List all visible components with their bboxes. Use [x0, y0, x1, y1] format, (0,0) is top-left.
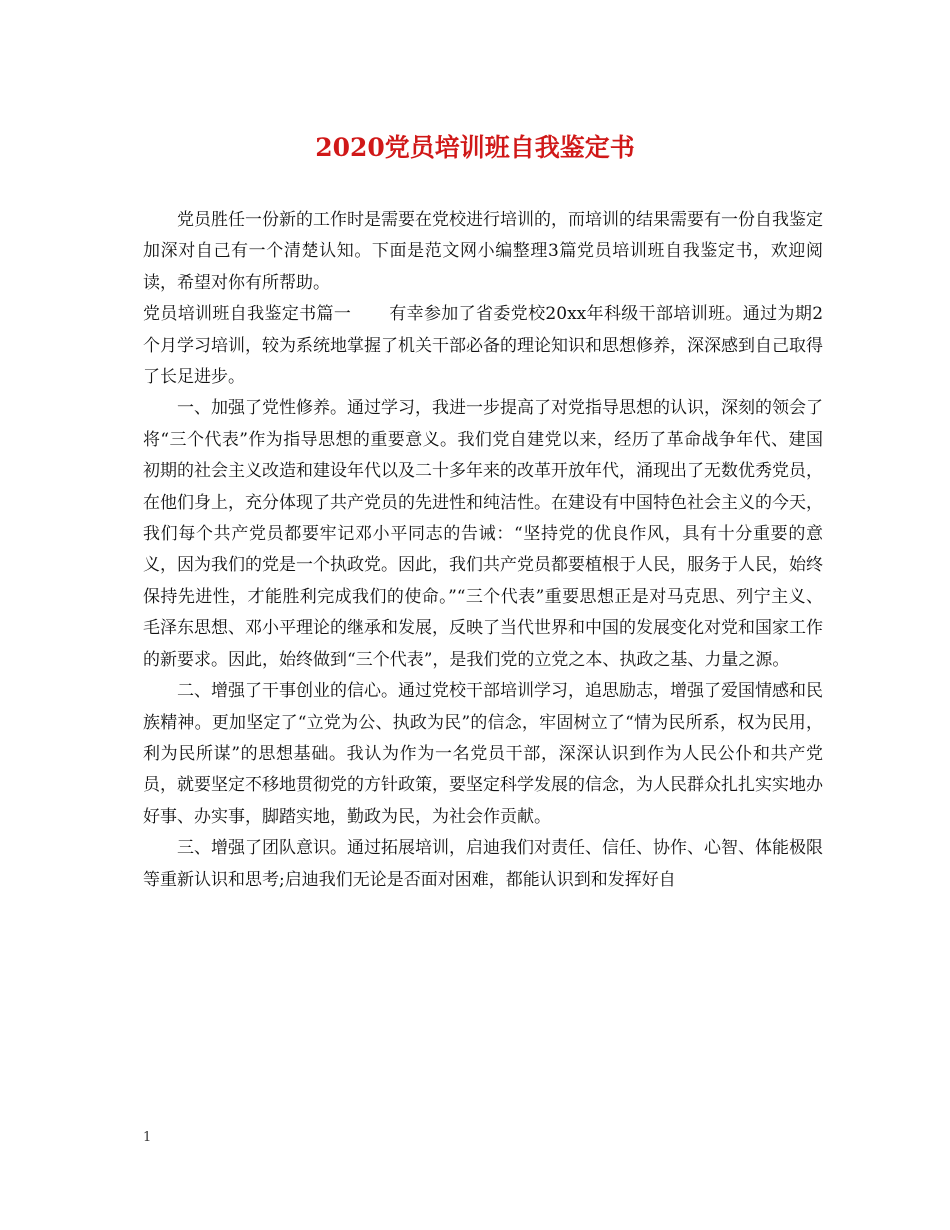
- paragraph-team-awareness: 三、增强了团队意识。通过拓展培训，启迪我们对责任、信任、协作、心智、体能极限等重新认识和思考;启迪我们无论是否面对困难，都能认识到和发挥好自: [143, 838, 823, 890]
- document-title: 2020党员培训班自我鉴定书: [315, 133, 635, 162]
- paragraph-confidence: 二、增强了干事创业的信心。通过党校干部培训学习，追思励志，增强了爱国情感和民族精神。更加坚定了“立党为公、执政为民”的信念，牢固树立了“情为民所系，权为民用，利为民所谋”的思想基础。我认为作为一名党员干部，深深认识到作为人民公仆和共产党员，就要坚定不移地贯彻党的方针政策，要坚定科学发展的信念，为人民群众扎扎实实地办好事、办实事，脚踏实地，勤政为民，为社会作贡献。: [143, 681, 823, 827]
- section-one-paragraph: [143, 299, 823, 393]
- page-number: 1: [143, 1130, 152, 1145]
- paragraph-party-spirit: 一、加强了党性修养。通过学习，我进一步提高了对党指导思想的认识，深刻的领会了将“三个代表”作为指导思想的重要意义。我们党自建党以来，经历了革命战争年代、建国初期的社会主义改造和建设年代以及二十多年来的改革开放年代，涌现出了无数优秀党员，在他们身上，充分体现了共产党员的先进性和纯洁性。在建设有中国特色社会主义的今天，我们每个共产党员都要牢记邓小平同志的告诫：“坚持党的优良作风，具有十分重要的意义，因为我们的党是一个执政党。因此，我们共产党员都要植根于人民，服务于人民，始终保持先进性，才能胜利完成我们的使命。”“三个代表”重要思想正是对马克思、列宁主义、毛泽东思想、邓小平理论的继承和发展，反映了当代世界和中国的发展变化对党和国家工作的新要求。因此，始终做到“三个代表”，是我们党的立党之本、执政之基、力量之源。: [143, 398, 823, 670]
- document-body: [143, 205, 823, 896]
- intro-paragraph: 党员胜任一份新的工作时是需要在党校进行培训的，而培训的结果需要有一份自我鉴定加深对自己有一个清楚认知。下面是范文网小编整理3篇党员培训班自我鉴定书，欢迎阅读，希望对你有所帮助。: [143, 210, 823, 293]
- section-one-heading: 党员培训班自我鉴定书篇一: [143, 304, 352, 325]
- section-one-lead: 有幸参加了省委党校20xx年科级干部培训班。通过为期2个月学习培训，较为系统地掌握了机关干部必备的理论知识和思想修养，深深感到自己取得了长足进步。: [143, 304, 824, 388]
